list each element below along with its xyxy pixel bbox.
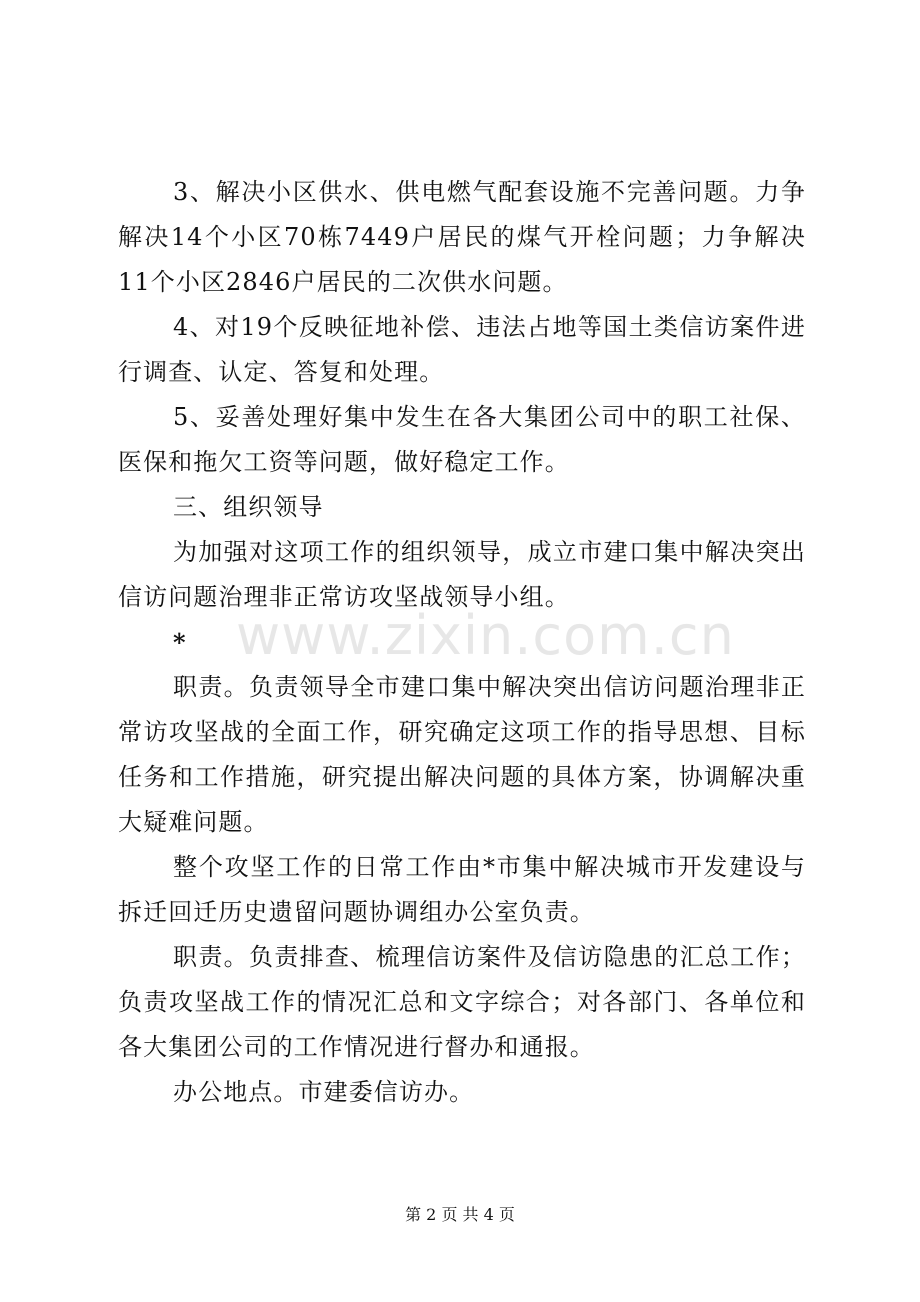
paragraph-leadership-group: 为加强对这项工作的组织领导，成立市建口集中解决突出信访问题治理非正常访攻坚战领导小组。 [118, 538, 806, 611]
page-footer: 第 2 页 共 4 页 [405, 1205, 515, 1224]
section-heading-organization: 三、组织领导 [173, 493, 324, 521]
document-body [118, 170, 806, 1115]
paragraph-asterisk: * [173, 628, 187, 657]
paragraph-duties-leadership: 职责。负责领导全市建口集中解决突出信访问题治理非正常访攻坚战的全面工作，研究确定这项工作的指导思想、目标任务和工作措施，研究提出解决问题的具体方案，协调解决重大疑难问题。 [118, 673, 806, 836]
paragraph-item-3: 3、解决小区供水、供电燃气配套设施不完善问题。力争解决14个小区70栋7449户居民的煤气开栓问题；力争解决11个小区2846户居民的二次供水问题。 [118, 178, 806, 296]
paragraph-duties-office: 职责。负责排查、梳理信访案件及信访隐患的汇总工作；负责攻坚战工作的情况汇总和文字综合；对各部门、各单位和各大集团公司的工作情况进行督办和通报。 [118, 943, 806, 1061]
paragraph-daily-work: 整个攻坚工作的日常工作由*市集中解决城市开发建设与拆迁回迁历史遗留问题协调组办公室负责。 [118, 853, 806, 926]
paragraph-item-4: 4、对19个反映征地补偿、违法占地等国土类信访案件进行调查、认定、答复和处理。 [118, 313, 806, 386]
watermark: www.zixin.com.cn [236, 604, 735, 667]
paragraph-office-location: 办公地点。市建委信访办。 [173, 1078, 475, 1106]
paragraph-item-5: 5、妥善处理好集中发生在各大集团公司中的职工社保、医保和拖欠工资等问题，做好稳定工作。 [118, 403, 806, 476]
